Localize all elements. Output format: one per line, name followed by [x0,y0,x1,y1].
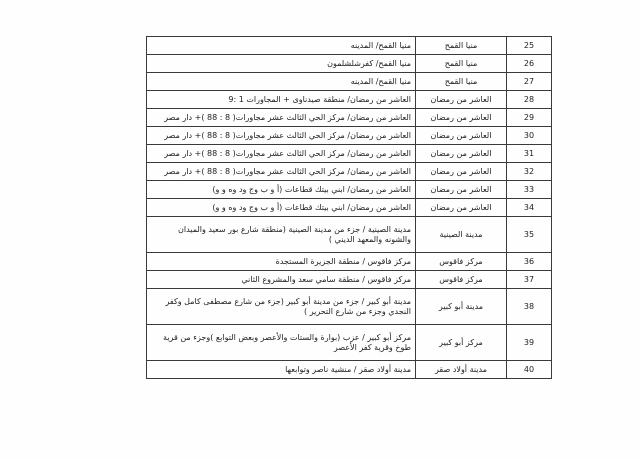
row-area: العاشر من رمضان/ مركز الحي الثالث عشر مجاورات( 8 : 88 )+ دار مصر [147,145,416,163]
row-area: منيا القمح/ كفرشلشلمون [147,55,416,73]
table-row [147,271,552,289]
table-row [147,55,552,73]
row-region: مركز أبو كبير [416,325,507,361]
table-row [147,109,552,127]
row-number: 30 [507,127,552,145]
row-number: 40 [507,361,552,379]
row-number: 34 [507,199,552,217]
table-row [147,91,552,109]
row-region: العاشر من رمضان [416,91,507,109]
table-body [147,37,552,379]
row-area: مدينة أبو كبير / جزء من مدينة أبو كبير (جزء من شارع مصطفى كامل وكفر النجدي وجزء من شارع التحرير ) [147,289,416,325]
row-region: العاشر من رمضان [416,199,507,217]
row-number: 27 [507,73,552,91]
row-number: 36 [507,253,552,271]
row-region: العاشر من رمضان [416,181,507,199]
table-row [147,253,552,271]
table-row [147,199,552,217]
table-row [147,289,552,325]
row-area: مدينة أولاد صقر / منشية ناصر وتوابعها [147,361,416,379]
row-number: 33 [507,181,552,199]
row-number: 29 [507,109,552,127]
table-row [147,37,552,55]
row-number: 26 [507,55,552,73]
row-area: منيا القمح/ المدينه [147,37,416,55]
row-area: مركز أبو كبير / عزب (بوارة والستات والأعصر وبعض التوابع )وجزء من قرية طوخ وقرية كفر الأعصر [147,325,416,361]
row-number: 38 [507,289,552,325]
table-row [147,181,552,199]
row-number: 25 [507,37,552,55]
row-region: مركز فاقوس [416,253,507,271]
row-region: مدينة أبو كبير [416,289,507,325]
row-area: العاشر من رمضان/ ابني بيتك قطاعات (أ و ب وج ود وه و و) [147,199,416,217]
row-region: مدينة الصينية [416,217,507,253]
outage-schedule-table [146,36,552,379]
row-region: منيا القمح [416,37,507,55]
row-area: العاشر من رمضان/ مركز الحي الثالث عشر مجاورات( 8 : 88 )+ دار مصر [147,127,416,145]
row-area: العاشر من رمضان/ مركز الحي الثالث عشر مجاورات( 8 : 88 )+ دار مصر [147,163,416,181]
row-number: 28 [507,91,552,109]
row-region: مركز فاقوس [416,271,507,289]
row-region: العاشر من رمضان [416,109,507,127]
row-area: العاشر من رمضان/ منطقة صيدناوى + المجاورات 1 :9 [147,91,416,109]
table-row [147,217,552,253]
table-row [147,127,552,145]
row-area: العاشر من رمضان/ مركز الحي الثالث عشر مجاورات( 8 : 88 )+ دار مصر [147,109,416,127]
table-row [147,73,552,91]
row-number: 35 [507,217,552,253]
row-area: مدينة الصينية / جزء من مدينة الصينية (منطقة شارع بور سعيد والميدان والشونه والمعهد الديني ) [147,217,416,253]
row-area: مركز فاقوس / منطقة سامي سعد والمشروع الثاني [147,271,416,289]
row-number: 37 [507,271,552,289]
row-area: منيا القمح/ المدينه [147,73,416,91]
table-row [147,361,552,379]
row-region: مدينة أولاد صقر [416,361,507,379]
row-area: مركز فاقوس / منطقة الجزيرة المستجدة [147,253,416,271]
table-row [147,325,552,361]
row-number: 31 [507,145,552,163]
row-region: العاشر من رمضان [416,127,507,145]
row-region: منيا القمح [416,55,507,73]
row-region: العاشر من رمضان [416,145,507,163]
row-number: 32 [507,163,552,181]
table-row [147,145,552,163]
row-number: 39 [507,325,552,361]
row-region: منيا القمح [416,73,507,91]
table-row [147,163,552,181]
row-area: العاشر من رمضان/ ابني بيتك قطاعات (أ و ب وج ود وه و و) [147,181,416,199]
row-region: العاشر من رمضان [416,163,507,181]
